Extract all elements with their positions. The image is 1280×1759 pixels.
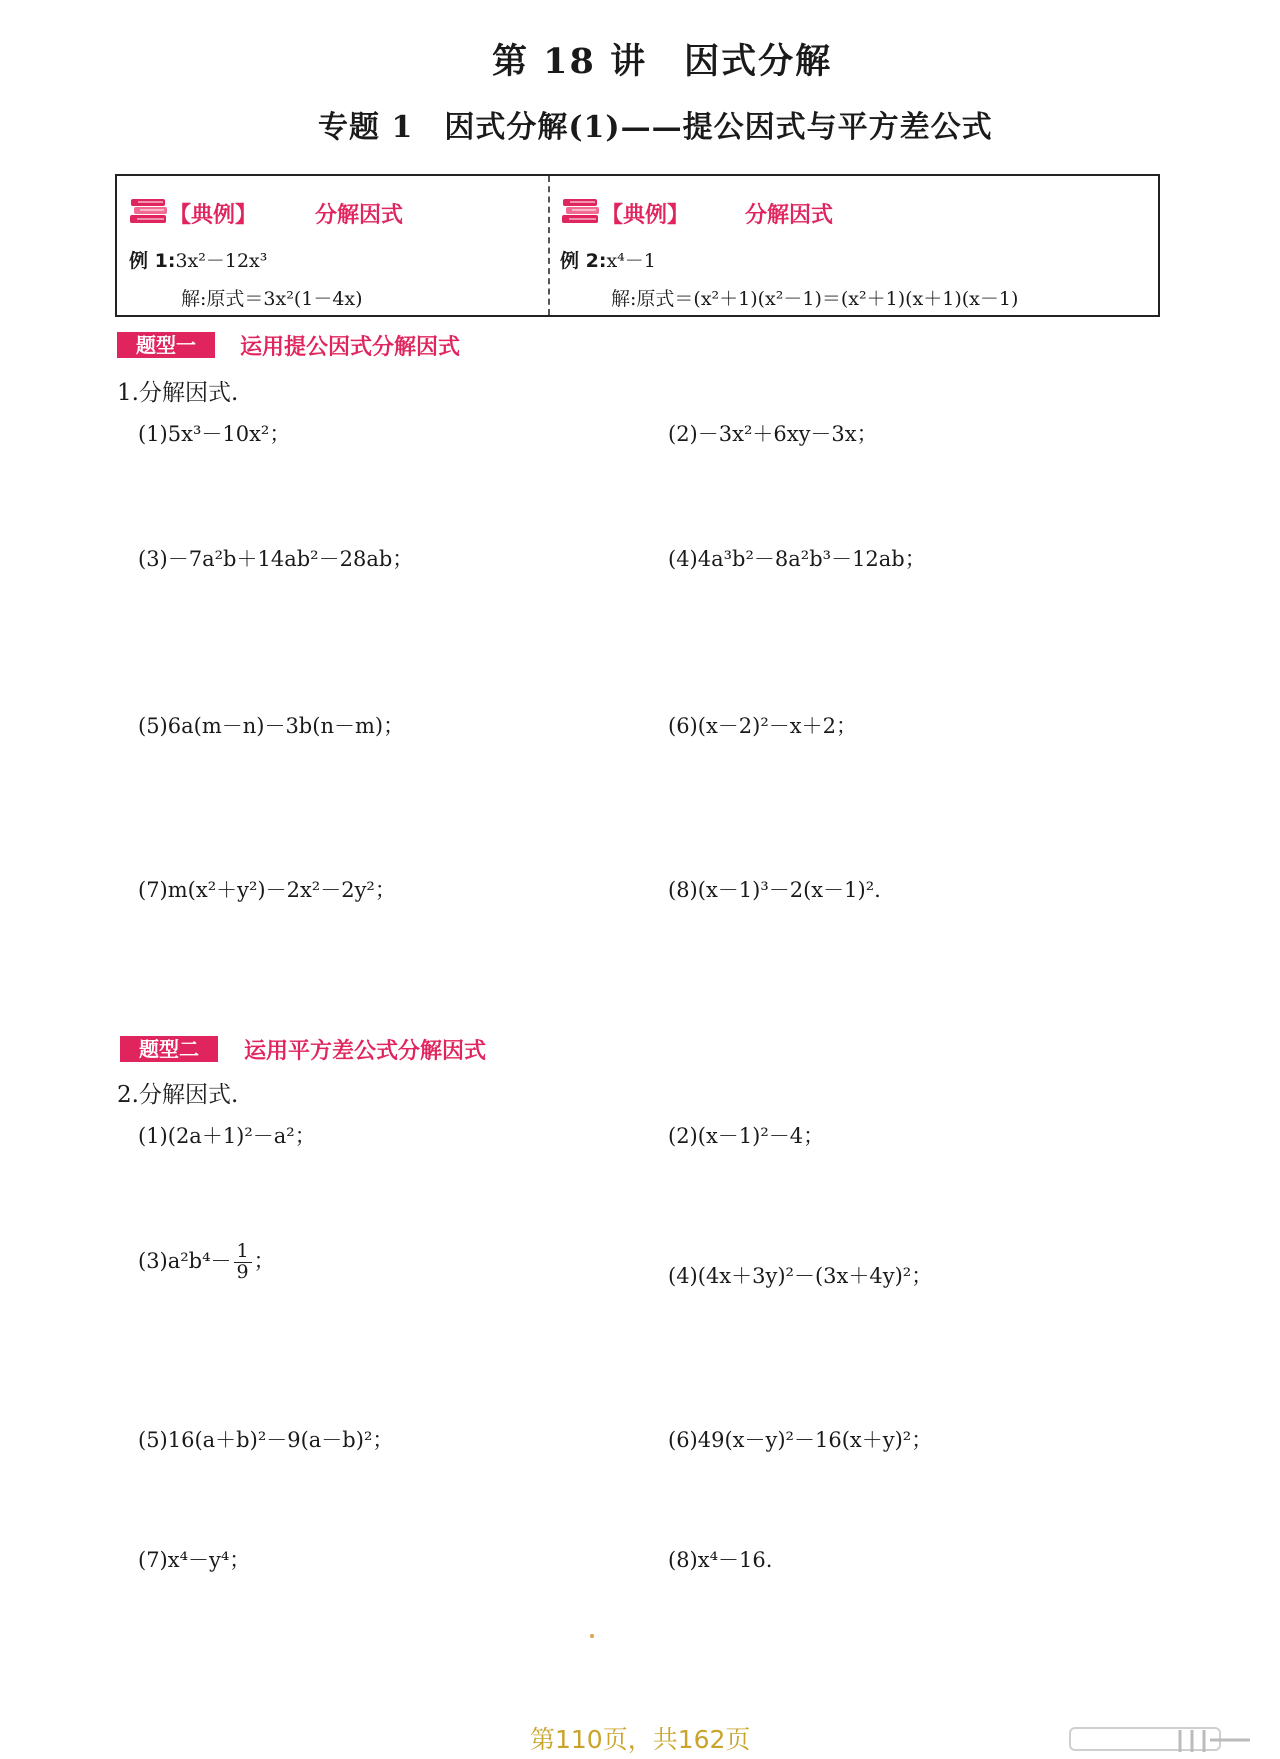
- problem-item: (8)x⁴－16.: [668, 1548, 773, 1572]
- example-tag: 【典例】: [601, 203, 690, 228]
- fraction: [234, 1242, 252, 1283]
- problem-item: (4)(4x＋3y)²－(3x＋4y)²；: [668, 1264, 933, 1288]
- example-2-solution: 解:原式＝(x²＋1)(x²－1)＝(x²＋1)(x＋1)(x－1): [611, 288, 1019, 310]
- example-topic: 分解因式: [745, 203, 834, 228]
- example-expression: x⁴－1: [606, 250, 656, 272]
- example-expression: 3x²－12x³: [175, 250, 268, 272]
- problem-suffix: ；: [253, 1248, 275, 1273]
- example-box: [115, 174, 1160, 317]
- problem-item-fraction: [138, 1242, 275, 1283]
- decorative-dot: [590, 1634, 594, 1638]
- page-subtitle: 专题 1 因式分解(1)——提公因式与平方差公式: [318, 110, 993, 145]
- problem-item: (6)(x－2)²－x＋2；: [668, 714, 857, 738]
- page-title: 第 18 讲 因式分解: [492, 41, 833, 82]
- section-badge: 题型一: [117, 332, 215, 358]
- problem-item: (4)4a³b²－8a²b³－12ab；: [668, 547, 926, 571]
- question-heading: 1.分解因式.: [117, 380, 239, 406]
- question-heading: 2.分解因式.: [117, 1082, 239, 1108]
- section-title: 运用提公因式分解因式: [240, 335, 461, 360]
- example-1-solution: 解:原式＝3x²(1－4x): [181, 288, 363, 310]
- section-badge: 题型二: [120, 1036, 218, 1062]
- example-topic: 分解因式: [315, 203, 404, 228]
- fraction-numerator: 1: [234, 1242, 252, 1263]
- problem-item: (6)49(x－y)²－16(x＋y)²；: [668, 1428, 933, 1452]
- example-tag: 【典例】: [169, 203, 258, 228]
- example-1-problem: [129, 246, 267, 273]
- scan-mark-icon: [1060, 1726, 1260, 1756]
- book-stack-icon: [561, 196, 601, 226]
- section-title: 运用平方差公式分解因式: [244, 1039, 487, 1064]
- book-stack-icon: [129, 196, 169, 226]
- problem-item: (3)－7a²b＋14ab²－28ab；: [138, 547, 414, 571]
- example-label: 例 1:: [129, 250, 176, 272]
- problem-item: (5)6a(m－n)－3b(n－m)；: [138, 714, 405, 738]
- fraction-denominator: 9: [236, 1260, 249, 1283]
- problem-item: (1)(2a＋1)²－a²；: [138, 1124, 316, 1148]
- problem-item: (8)(x－1)³－2(x－1)².: [668, 878, 881, 902]
- problem-item: (2)(x－1)²－4；: [668, 1124, 825, 1148]
- example-label: 例 2:: [560, 250, 607, 272]
- problem-item: (5)16(a＋b)²－9(a－b)²；: [138, 1428, 394, 1452]
- page-counter: 第110页，共162页: [530, 1725, 751, 1754]
- problem-item: (1)5x³－10x²；: [138, 422, 291, 446]
- example-divider: [548, 176, 550, 315]
- problem-item: (2)－3x²＋6xy－3x；: [668, 422, 878, 446]
- problem-item: (7)x⁴－y⁴；: [138, 1548, 251, 1572]
- example-2-problem: [560, 246, 656, 273]
- problem-item: (7)m(x²＋y²)－2x²－2y²；: [138, 878, 396, 902]
- problem-text: (3)a²b⁴－: [138, 1248, 232, 1273]
